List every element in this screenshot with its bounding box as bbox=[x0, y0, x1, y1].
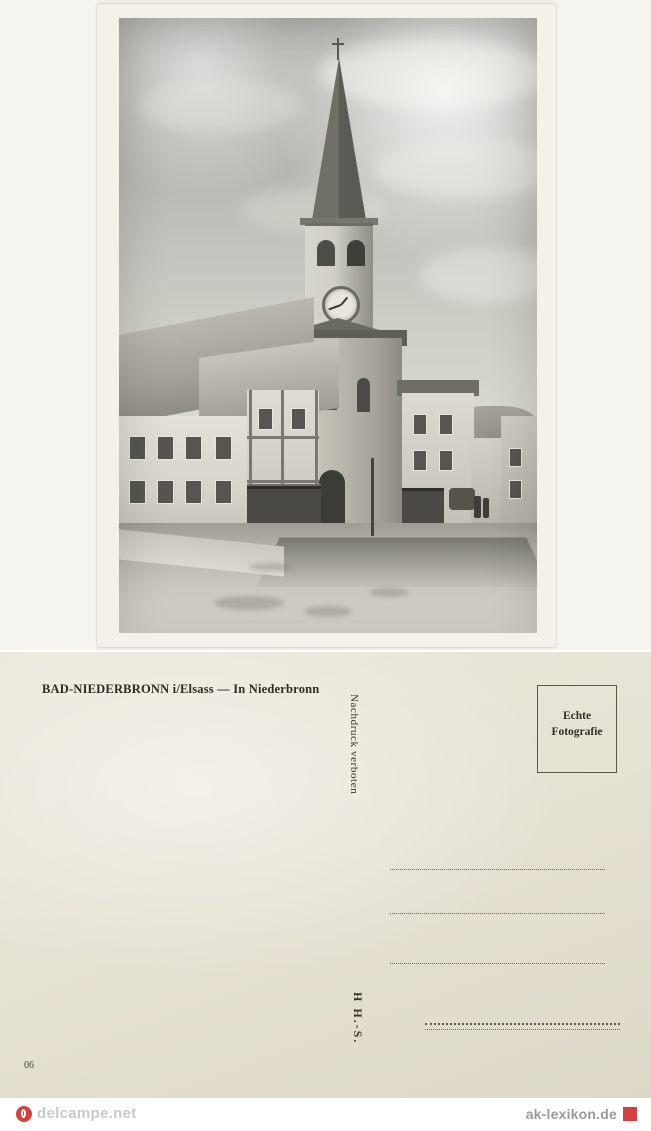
house-window bbox=[413, 414, 427, 435]
stamp-box-text bbox=[538, 708, 616, 740]
postcard-back-panel bbox=[0, 650, 651, 1131]
church-door bbox=[319, 470, 345, 526]
address-line bbox=[390, 912, 605, 914]
house-window bbox=[129, 436, 146, 460]
clock-hour-hand bbox=[340, 297, 348, 306]
house-window bbox=[157, 480, 174, 504]
publisher-mark: H H.-S. bbox=[351, 992, 365, 1045]
clock-minute-hand bbox=[328, 304, 341, 310]
puddle bbox=[304, 606, 352, 617]
house-window bbox=[509, 480, 522, 499]
ak-lexikon-watermark[interactable] bbox=[526, 1106, 637, 1122]
address-line bbox=[390, 962, 605, 964]
house-window bbox=[215, 436, 232, 460]
address-line bbox=[425, 1022, 620, 1025]
lamp-post bbox=[371, 458, 374, 536]
postcard-photograph bbox=[119, 18, 537, 633]
reprint-notice: Nachdruck verboten bbox=[348, 694, 360, 795]
house-window bbox=[215, 480, 232, 504]
house-window bbox=[129, 480, 146, 504]
pedestrian bbox=[474, 496, 481, 518]
puddle bbox=[369, 588, 409, 597]
address-line bbox=[390, 868, 605, 870]
parked-vehicle bbox=[449, 488, 475, 510]
puddle bbox=[214, 596, 284, 610]
address-line bbox=[425, 1028, 620, 1030]
stamp-box-line1: Echte bbox=[562, 710, 592, 722]
house-window bbox=[413, 450, 427, 471]
stamp-box-line2: Fotografie bbox=[551, 726, 603, 738]
tower-louver bbox=[347, 240, 365, 266]
house-window bbox=[439, 414, 453, 435]
puddle bbox=[249, 563, 293, 571]
stamp-box bbox=[537, 685, 617, 773]
delcampe-logo-icon bbox=[16, 1106, 32, 1122]
postcard-front-card bbox=[97, 4, 556, 647]
delcampe-watermark-text: delcampe.net bbox=[37, 1105, 137, 1122]
corner-number: 06 bbox=[24, 1060, 34, 1071]
house-window bbox=[258, 408, 273, 430]
ak-lexikon-watermark-text: ak-lexikon.de bbox=[525, 1106, 617, 1122]
cloud bbox=[139, 78, 299, 133]
church-window bbox=[357, 378, 370, 412]
ak-lexikon-logo-icon bbox=[623, 1107, 637, 1121]
street-wet-patch bbox=[256, 537, 537, 587]
timber-beam bbox=[247, 436, 319, 439]
timber-beam bbox=[247, 480, 319, 483]
house-window bbox=[439, 450, 453, 471]
house-window bbox=[509, 448, 522, 467]
scan-margin-left bbox=[0, 0, 97, 650]
house-window bbox=[185, 480, 202, 504]
postcard-back-card bbox=[0, 652, 651, 1103]
scan-margin-right bbox=[556, 0, 651, 650]
watermark-footer bbox=[0, 1098, 651, 1131]
house-window bbox=[291, 408, 306, 430]
postcard-caption: BAD-NIEDERBRONN i/Elsass — In Niederbronn bbox=[42, 682, 320, 696]
pedestrian bbox=[483, 498, 489, 518]
delcampe-watermark[interactable] bbox=[16, 1105, 136, 1122]
spire-cross-icon bbox=[337, 38, 339, 60]
tower-louver bbox=[317, 240, 335, 266]
house-window bbox=[185, 436, 202, 460]
church-spire-shadow bbox=[339, 58, 367, 226]
house-window bbox=[157, 436, 174, 460]
